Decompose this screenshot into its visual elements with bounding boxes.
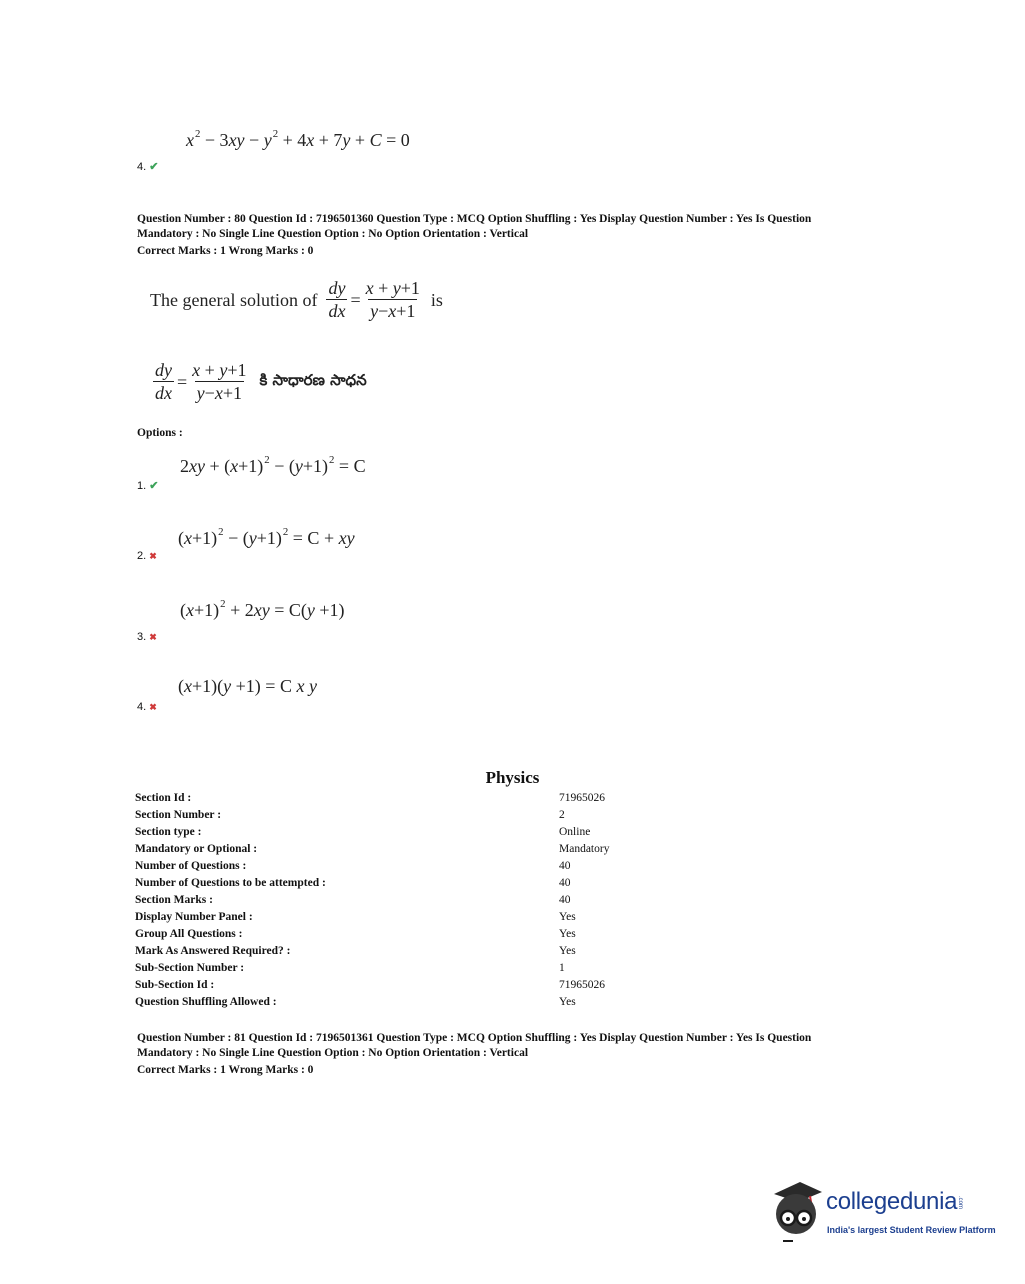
q80-options-label: Options : — [137, 427, 183, 439]
logo-wordmark: collegedunia — [826, 1188, 958, 1215]
q80-option-1-equation: $2xy + (x+1)^2 - (y+1)^2 = C$ — [180, 454, 366, 477]
check-icon: ✔ — [149, 480, 159, 492]
q80-option-1-number: 1. ✔ — [137, 480, 159, 492]
q80-option-3-equation: $(x+1)^2 + 2xy = C(y +1)$ — [180, 598, 345, 621]
logo-tld: .com — [957, 1195, 964, 1209]
section-row: Section Number : 2 — [135, 809, 565, 821]
rhs-fraction: $\frac{x + y+1}{y-x+1}$ — [192, 360, 247, 403]
q80-stem-prefix: The general solution of — [150, 289, 318, 310]
section-row: Mandatory or Optional : Mandatory — [135, 843, 610, 855]
section-row: Display Number Panel : Yes — [135, 911, 576, 923]
q80-option-2-equation: $(x+1)^2 - (y+1)^2 = C$ + xy — [178, 526, 355, 549]
cross-icon: ✖ — [149, 551, 157, 561]
cross-icon: ✖ — [149, 632, 157, 642]
q80-meta-line1: Question Number : 80 Question Id : 7196501360 Question Type : MCQ Option Shuffling : Yes Display Question Number : Yes Is Question — [137, 213, 812, 225]
section-row: Section type : Online — [135, 826, 591, 838]
student-mascot-icon — [766, 1178, 826, 1246]
section-row: Section Id : 71965026 — [135, 792, 605, 804]
prev-option-4-equation: $x^2 - 3xy - y^2 + 4x + 7y + C = 0$ — [186, 128, 410, 151]
q81-meta — [137, 1031, 897, 1078]
section-row: Sub-Section Number : 1 — [135, 962, 565, 974]
section-row: Question Shuffling Allowed : Yes — [135, 996, 576, 1008]
section-row: Number of Questions : 40 — [135, 860, 571, 872]
q80-stem-telugu: $\frac{dy}{dx}$ = $\frac{x + y+1}{y-x+1}$ కి సాధారణ సాధన — [155, 360, 367, 403]
logo-tagline: India's largest Student Review Platform — [827, 1225, 996, 1235]
q80-meta-line2: Mandatory : No Single Line Question Option : No Option Orientation : Vertical — [137, 228, 529, 240]
rhs-fraction: $\frac{x + y+1}{y-x+1}$ — [365, 278, 420, 321]
section-title: Physics — [485, 768, 540, 787]
prev-option-4-number: 4. ✔ — [137, 161, 159, 173]
q80-stem-suffix: is — [430, 289, 443, 310]
q80-meta — [137, 212, 897, 259]
q80-option-2-number: 2. ✖ — [137, 550, 157, 562]
collegedunia-logo — [766, 1178, 996, 1248]
dy-dx-fraction: $\frac{dy}{dx}$ — [155, 360, 172, 403]
q80-option-4-equation: (x+1)(y +1) = C x y — [178, 676, 317, 696]
q80-meta-line3: Correct Marks : 1 Wrong Marks : 0 — [137, 245, 314, 257]
section-row: Mark As Answered Required? : Yes — [135, 945, 576, 957]
q80-stem-telugu-suffix: కి సాధారణ సాధన — [259, 371, 367, 389]
section-row: Group All Questions : Yes — [135, 928, 576, 940]
q81-meta-line2: Mandatory : No Single Line Question Option : No Option Orientation : Vertical — [137, 1047, 529, 1059]
section-row: Number of Questions to be attempted : 40 — [135, 877, 571, 889]
cross-icon: ✖ — [149, 702, 157, 712]
check-icon: ✔ — [149, 161, 159, 173]
q80-option-4-number: 4. ✖ — [137, 701, 157, 713]
q81-meta-line1: Question Number : 81 Question Id : 7196501361 Question Type : MCQ Option Shuffling : Yes Display Question Number : Yes Is Question — [137, 1032, 812, 1044]
q81-meta-line3: Correct Marks : 1 Wrong Marks : 0 — [137, 1064, 314, 1076]
q80-option-3-number: 3. ✖ — [137, 631, 157, 643]
section-row: Section Marks : 40 — [135, 894, 571, 906]
section-row: Sub-Section Id : 71965026 — [135, 979, 605, 991]
q80-stem-english: The general solution of $\frac{dy}{dx}$ = $\frac{x + y+1}{y-x+1}$ is — [150, 278, 443, 321]
dy-dx-fraction: $\frac{dy}{dx}$ — [328, 278, 346, 321]
